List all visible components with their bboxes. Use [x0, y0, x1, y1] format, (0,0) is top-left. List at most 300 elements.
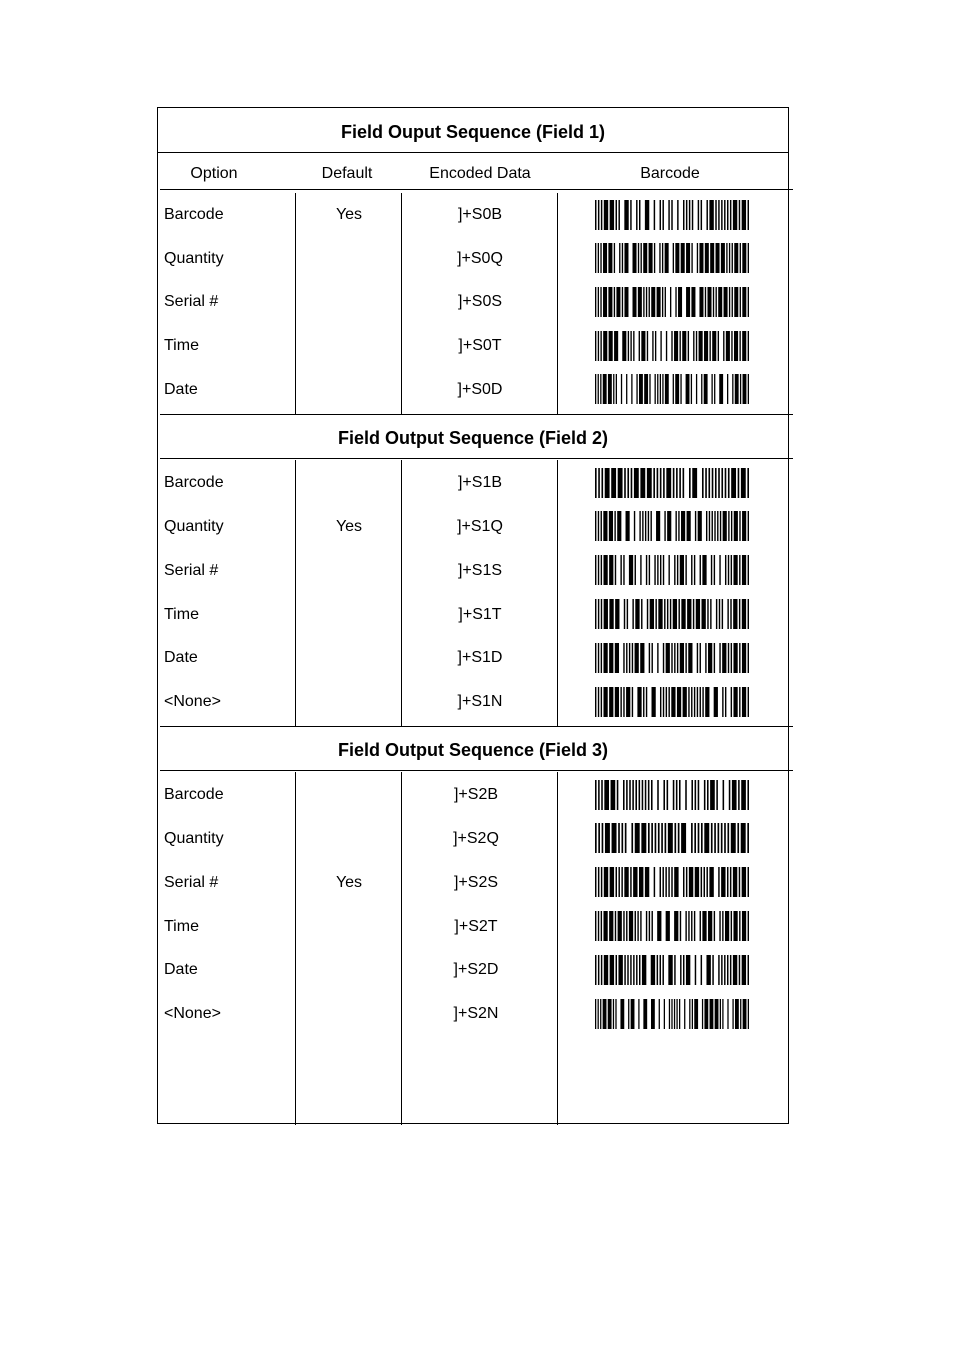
encoded-data: ]+S1B — [457, 474, 503, 491]
barcode-bar — [598, 643, 599, 673]
barcode-bar — [646, 911, 647, 941]
barcode-bar — [680, 911, 681, 941]
barcode-bar — [632, 780, 634, 810]
barcode-bar — [670, 599, 671, 629]
barcode-bar — [714, 643, 715, 673]
barcode-bar — [697, 687, 698, 717]
barcode-bar — [686, 200, 687, 230]
section-1-title: Field Ouput Sequence (Field 1) — [340, 122, 606, 142]
barcode-bar — [604, 200, 608, 230]
barcode-bar — [603, 643, 607, 673]
barcode-bar — [661, 823, 663, 853]
barcode-bar — [618, 867, 619, 897]
barcode-bar — [719, 555, 720, 585]
barcode-bar — [706, 955, 710, 985]
barcode-bar — [712, 468, 714, 498]
barcode-bar — [601, 780, 603, 810]
barcode-bar — [721, 468, 723, 498]
barcode-bar — [595, 643, 596, 673]
barcode-bar — [640, 555, 641, 585]
barcode-bar — [598, 599, 599, 629]
barcode-bar — [620, 999, 624, 1029]
barcode-bar — [698, 511, 702, 541]
barcode-bar — [598, 243, 599, 273]
barcode-bar — [595, 823, 597, 853]
barcode-bar — [742, 867, 746, 897]
barcode-bar — [727, 823, 729, 853]
barcode-bar — [718, 331, 719, 361]
barcode-bar — [742, 511, 746, 541]
barcode-image[interactable] — [595, 200, 749, 230]
barcode-bar — [608, 287, 612, 317]
barcode-bar — [608, 374, 612, 404]
barcode-bar — [691, 374, 692, 404]
option-label: Barcode — [164, 474, 224, 491]
barcode-bar — [627, 599, 628, 629]
barcode-bar — [720, 511, 721, 541]
barcode-bar — [733, 555, 737, 585]
barcode-image[interactable] — [595, 331, 749, 361]
barcode-bar — [626, 687, 630, 717]
option-label: Date — [164, 649, 198, 666]
barcode-bar — [598, 511, 599, 541]
barcode-bar — [669, 999, 670, 1029]
barcode-bar — [636, 955, 637, 985]
barcode-bar — [668, 687, 669, 717]
barcode-bar — [655, 599, 656, 629]
barcode-bar — [623, 687, 624, 717]
barcode-bar — [624, 200, 628, 230]
barcode-bar — [600, 374, 601, 404]
option-label: Barcode — [164, 786, 224, 803]
barcode-bar — [695, 867, 699, 897]
barcode-image[interactable] — [595, 823, 749, 853]
barcode-bar — [631, 374, 632, 404]
divider — [160, 770, 793, 771]
barcode-bar — [692, 468, 697, 498]
barcode-bar — [723, 780, 725, 810]
barcode-bar — [646, 287, 647, 317]
divider — [401, 772, 402, 1125]
barcode-image[interactable] — [595, 780, 749, 810]
barcode-bar — [610, 955, 614, 985]
barcode-bar — [667, 599, 668, 629]
barcode-bar — [614, 243, 615, 273]
barcode-bar — [701, 374, 702, 404]
barcode-bar — [641, 599, 642, 629]
barcode-bar — [728, 468, 730, 498]
barcode-bar — [717, 511, 718, 541]
barcode-bar — [603, 687, 607, 717]
barcode-bar — [660, 555, 661, 585]
barcode-bar — [598, 911, 599, 941]
barcode-bar — [638, 287, 642, 317]
barcode-bar — [671, 867, 672, 897]
barcode-bar — [663, 468, 665, 498]
barcode-bar — [609, 599, 613, 629]
barcode-image[interactable] — [595, 599, 749, 629]
barcode-bar — [603, 243, 607, 273]
column-header-barcode: Barcode — [640, 165, 700, 182]
barcode-bar — [702, 687, 703, 717]
barcode-bar — [665, 243, 669, 273]
barcode-bar — [739, 200, 740, 230]
barcode-bar — [670, 287, 671, 317]
barcode-image[interactable] — [595, 555, 749, 585]
barcode-image[interactable] — [595, 643, 749, 673]
barcode-bar — [659, 243, 660, 273]
barcode-bar — [657, 911, 661, 941]
barcode-bar — [724, 823, 726, 853]
barcode-bar — [722, 599, 723, 629]
barcode-bar — [626, 780, 628, 810]
barcode-bar — [704, 867, 705, 897]
barcode-bar — [657, 555, 658, 585]
barcode-bar — [651, 511, 652, 541]
encoded-data: ]+S2B — [453, 786, 499, 803]
barcode-bar — [654, 555, 655, 585]
barcode-bar — [655, 331, 656, 361]
encoded-data: ]+S2S — [453, 874, 499, 891]
barcode-image[interactable] — [595, 911, 749, 941]
barcode-bar — [702, 468, 704, 498]
divider — [295, 772, 296, 1125]
barcode-bar — [632, 687, 633, 717]
barcode-bar — [707, 599, 708, 629]
barcode-bar — [683, 955, 684, 985]
barcode-bar — [691, 780, 693, 810]
encoded-data: ]+S0T — [458, 337, 502, 354]
barcode-bar — [632, 643, 633, 673]
barcode-bar — [696, 374, 697, 404]
barcode-image[interactable] — [595, 287, 749, 317]
barcode-bar — [681, 823, 686, 853]
barcode-bar — [699, 243, 703, 273]
barcode-image[interactable] — [595, 468, 749, 498]
barcode-bar — [639, 511, 640, 541]
barcode-image[interactable] — [595, 955, 749, 985]
barcode-bar — [649, 243, 653, 273]
barcode-bar — [633, 331, 634, 361]
barcode-image[interactable] — [595, 867, 749, 897]
barcode-bar — [666, 643, 670, 673]
barcode-bar — [691, 555, 692, 585]
column-header-option: Option — [190, 165, 238, 182]
barcode-bar — [739, 687, 740, 717]
barcode-bar — [705, 643, 706, 673]
barcode-image[interactable] — [595, 243, 749, 273]
barcode-image[interactable] — [595, 999, 749, 1029]
barcode-bar — [603, 287, 607, 317]
barcode-bar — [671, 687, 675, 717]
barcode-bar — [631, 823, 633, 853]
barcode-bar — [715, 999, 719, 1029]
barcode-bar — [709, 867, 713, 897]
barcode-bar — [747, 823, 749, 853]
barcode-bar — [641, 823, 646, 853]
barcode-bar — [639, 867, 643, 897]
default-value: Yes — [335, 874, 363, 891]
barcode-bar — [645, 867, 649, 897]
barcode-bar — [704, 999, 708, 1029]
barcode-bar — [600, 999, 601, 1029]
barcode-bar — [742, 599, 746, 629]
barcode-bar — [727, 867, 728, 897]
barcode-bar — [739, 867, 740, 897]
barcode-bar — [699, 287, 703, 317]
barcode-bar — [742, 287, 746, 317]
barcode-bar — [679, 999, 680, 1029]
encoded-data: ]+S2D — [453, 961, 499, 978]
barcode-bar — [652, 911, 653, 941]
barcode-bar — [714, 374, 715, 404]
barcode-bar — [714, 555, 715, 585]
option-label: Date — [164, 961, 198, 978]
barcode-bar — [734, 243, 738, 273]
barcode-bar — [595, 287, 596, 317]
encoded-data: ]+S2N — [453, 1005, 499, 1022]
barcode-bar — [601, 911, 602, 941]
barcode-bar — [735, 374, 739, 404]
barcode-bar — [650, 599, 654, 629]
barcode-bar — [701, 955, 702, 985]
barcode-bar — [598, 823, 600, 853]
encoded-data: ]+S1N — [457, 693, 503, 710]
barcode-bar — [657, 468, 659, 498]
barcode-bar — [671, 200, 672, 230]
barcode-bar — [648, 823, 650, 853]
barcode-bar — [662, 955, 663, 985]
barcode-bar — [623, 643, 624, 673]
divider — [158, 152, 788, 153]
barcode-bar — [614, 511, 615, 541]
encoded-data: ]+S0Q — [457, 250, 503, 267]
barcode-bar — [666, 468, 671, 498]
barcode-bar — [639, 780, 641, 810]
barcode-bar — [732, 287, 733, 317]
barcode-bar — [640, 911, 641, 941]
barcode-bar — [732, 374, 733, 404]
barcode-bar — [691, 687, 692, 717]
barcode-bar — [716, 780, 718, 810]
barcode-bar — [598, 955, 599, 985]
barcode-bar — [603, 374, 607, 404]
barcode-bar — [739, 331, 740, 361]
barcode-bar — [630, 331, 631, 361]
barcode-bar — [655, 823, 657, 853]
barcode-bar — [674, 911, 678, 941]
barcode-bar — [654, 200, 655, 230]
barcode-bar — [748, 999, 749, 1029]
barcode-bar — [643, 243, 647, 273]
column-header-default: Default — [321, 165, 373, 182]
barcode-bar — [733, 911, 737, 941]
barcode-bar — [609, 331, 613, 361]
barcode-bar — [731, 687, 732, 717]
barcode-bar — [636, 374, 637, 404]
barcode-bar — [704, 374, 708, 404]
barcode-bar — [718, 287, 722, 317]
barcode-bar — [621, 867, 622, 897]
option-label: <None> — [164, 693, 221, 710]
barcode-bar — [608, 999, 612, 1029]
barcode-bar — [595, 687, 596, 717]
barcode-bar — [734, 511, 738, 541]
barcode-bar — [647, 599, 648, 629]
barcode-bar — [738, 780, 740, 810]
barcode-bar — [740, 243, 741, 273]
barcode-bar — [721, 200, 722, 230]
barcode-bar — [687, 599, 691, 629]
barcode-bar — [675, 287, 676, 317]
barcode-image[interactable] — [595, 511, 749, 541]
barcode-bar — [730, 867, 731, 897]
barcode-bar — [660, 955, 661, 985]
barcode-bar — [719, 374, 723, 404]
barcode-bar — [743, 999, 747, 1029]
barcode-bar — [742, 911, 746, 941]
barcode-bar — [713, 287, 714, 317]
barcode-bar — [722, 999, 723, 1029]
barcode-bar — [649, 911, 650, 941]
barcode-bar — [623, 780, 625, 810]
barcode-bar — [748, 374, 749, 404]
barcode-bar — [725, 555, 726, 585]
barcode-bar — [748, 511, 749, 541]
barcode-bar — [729, 287, 730, 317]
barcode-bar — [663, 555, 664, 585]
barcode-bar — [595, 999, 596, 1029]
barcode-bar — [652, 331, 653, 361]
barcode-bar — [742, 687, 746, 717]
barcode-bar — [601, 511, 602, 541]
barcode-bar — [642, 780, 644, 810]
barcode-bar — [722, 911, 723, 941]
barcode-bar — [620, 555, 621, 585]
barcode-bar — [692, 999, 693, 1029]
barcode-bar — [660, 331, 661, 361]
barcode-bar — [595, 867, 596, 897]
barcode-bar — [668, 555, 669, 585]
barcode-bar — [741, 468, 746, 498]
barcode-bar — [688, 687, 689, 717]
barcode-image[interactable] — [595, 374, 749, 404]
barcode-bar — [662, 374, 663, 404]
barcode-bar — [673, 374, 674, 404]
barcode-bar — [604, 955, 608, 985]
barcode-image[interactable] — [595, 687, 749, 717]
barcode-bar — [740, 999, 741, 1029]
barcode-bar — [646, 687, 647, 717]
barcode-bar — [624, 243, 628, 273]
encoded-data: ]+S1T — [458, 606, 502, 623]
barcode-bar — [615, 999, 616, 1029]
barcode-bar — [709, 200, 713, 230]
barcode-bar — [657, 955, 658, 985]
barcode-bar — [630, 200, 631, 230]
barcode-bar — [655, 374, 656, 404]
divider — [557, 772, 558, 1125]
barcode-bar — [621, 823, 623, 853]
barcode-bar — [722, 643, 726, 673]
barcode-bar — [712, 511, 713, 541]
barcode-bar — [721, 823, 723, 853]
barcode-bar — [701, 823, 703, 853]
barcode-bar — [680, 955, 681, 985]
barcode-bar — [729, 243, 730, 273]
barcode-bar — [733, 867, 737, 897]
barcode-bar — [613, 374, 614, 404]
barcode-bar — [742, 555, 746, 585]
barcode-bar — [695, 511, 696, 541]
barcode-bar — [730, 955, 731, 985]
barcode-bar — [715, 468, 717, 498]
barcode-bar — [705, 468, 707, 498]
barcode-bar — [615, 911, 616, 941]
barcode-bar — [692, 200, 693, 230]
barcode-bar — [635, 780, 637, 810]
barcode-bar — [651, 823, 653, 853]
barcode-bar — [609, 555, 613, 585]
option-label: <None> — [164, 1005, 221, 1022]
barcode-bar — [747, 468, 749, 498]
barcode-bar — [623, 911, 624, 941]
barcode-bar — [683, 867, 684, 897]
barcode-bar — [710, 780, 715, 810]
barcode-bar — [741, 780, 746, 810]
barcode-bar — [685, 643, 686, 673]
barcode-bar — [603, 555, 607, 585]
barcode-bar — [624, 599, 625, 629]
barcode-bar — [709, 331, 710, 361]
barcode-bar — [727, 200, 728, 230]
barcode-bar — [598, 374, 599, 404]
barcode-bar — [635, 555, 636, 585]
barcode-bar — [673, 468, 675, 498]
barcode-bar — [676, 468, 678, 498]
barcode-bar — [735, 999, 739, 1029]
barcode-bar — [663, 780, 665, 810]
barcode-bar — [595, 511, 596, 541]
barcode-bar — [652, 643, 653, 673]
barcode-bar — [665, 374, 669, 404]
barcode-bar — [666, 687, 667, 717]
barcode-bar — [656, 511, 660, 541]
barcode-bar — [646, 555, 647, 585]
barcode-bar — [683, 200, 684, 230]
barcode-bar — [636, 200, 637, 230]
barcode-bar — [649, 555, 650, 585]
barcode-bar — [688, 331, 689, 361]
barcode-bar — [732, 243, 733, 273]
barcode-bar — [685, 911, 686, 941]
barcode-bar — [660, 867, 661, 897]
barcode-bar — [731, 643, 732, 673]
barcode-bar — [731, 911, 732, 941]
section-2-title: Field Output Sequence (Field 2) — [337, 428, 609, 448]
barcode-bar — [674, 331, 678, 361]
barcode-bar — [600, 243, 601, 273]
barcode-bar — [654, 243, 655, 273]
encoded-data: ]+S2T — [454, 918, 498, 935]
barcode-bar — [714, 687, 718, 717]
barcode-bar — [658, 823, 660, 853]
barcode-bar — [637, 687, 641, 717]
barcode-bar — [631, 999, 635, 1029]
barcode-bar — [718, 468, 720, 498]
barcode-bar — [676, 780, 678, 810]
barcode-bar — [742, 643, 746, 673]
